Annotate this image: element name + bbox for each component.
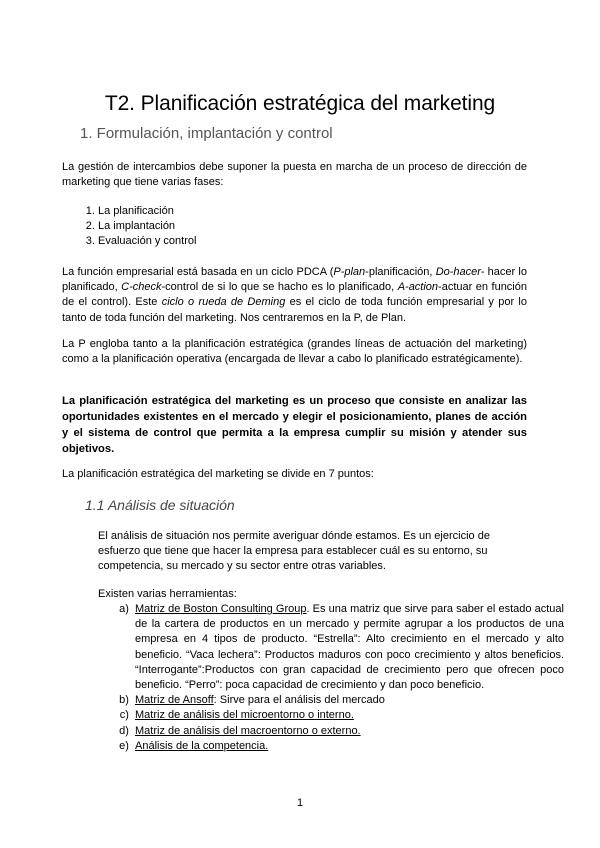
list-item: 3. Evaluación y control — [98, 234, 196, 249]
tools-intro: Existen varias herramientas: — [98, 588, 237, 600]
tools-list — [98, 602, 564, 754]
macroentorno-link[interactable]: Matriz de análisis del macroentorno o externo. — [135, 724, 361, 737]
bcg-matrix-link[interactable]: Matriz de Boston Consulting Group — [135, 603, 307, 615]
p-engloba-paragraph: La P engloba tanto a la planificación estratégica (grandes líneas de actuación del marketing) como a la planificación operativa (encargada de llevar a cabo lo planificado estratégicamente). — [62, 338, 527, 366]
ansoff-matrix-link[interactable]: Matriz de Ansoff — [135, 694, 214, 707]
phases-list — [62, 204, 196, 249]
pdca-paragraph: La función empresarial está basada en un ciclo PDCA (P-plan-planificación, Do-hacer- hacer lo planificado, C-check-control de si lo que se hacho es lo planificado, A-action-actuar en función de el control). Este ciclo o rueda de Deming es el ciclo de toda función empresarial y por lo tanto de toda función del marketing. Nos centraremos en la P, de Plan. — [62, 266, 527, 324]
section-heading-1-1: 1.1 Análisis de situación — [85, 497, 235, 513]
list-item — [135, 739, 564, 754]
list-item: a. Matriz de Boston Consulting Group. Es una matriz que sirve para saber el estado actual de la cartera de productos en un mercado y permite agrupar a los productos de una empresa en 4 tipos de producto. “Estrella”: Alto crecimiento en el mercado y alto beneficio. “Vaca lechera”: Productos maduros con poco crecimiento y altos beneficios. “Interrogante”:Productos con gran capacidad de crecimiento pero que ofrecen poco beneficio. “Perro”: poca capacidad de crecimiento y dan poco beneficio. — [135, 602, 564, 693]
document-title: T2. Planificación estratégica del marketing — [104, 92, 496, 115]
situacion-paragraph: El análisis de situación nos permite averiguar dónde estamos. Es un ejercicio de esfuerzo que tiene que hacer la empresa para establecer cuál es su entorno, su competencia, su mercado y su sector entre otras variables. — [98, 530, 490, 573]
page-number: 1 — [296, 797, 304, 809]
microentorno-link[interactable]: Matriz de análisis del microentorno o interno. — [135, 709, 354, 722]
list-item: 1. La planificación — [98, 204, 196, 219]
definition-paragraph: La planificación estratégica del marketing es un proceso que consiste en analizar las oportunidades existentes en el mercado y elegir el posicionamiento, planes de acción y el sistema de control que permita a la empresa cumplir su misión y atender sus objetivos. — [62, 395, 527, 455]
seven-points-paragraph: La planificación estratégica del marketing se divide en 7 puntos: — [62, 468, 374, 480]
list-item: 2. La implantación — [98, 219, 196, 234]
competencia-link[interactable]: Análisis de la competencia. — [135, 739, 269, 752]
list-item — [135, 724, 564, 739]
list-item — [135, 708, 564, 723]
intro-paragraph: La gestión de intercambios debe suponer la puesta en marcha de un proceso de dirección de marketing que tiene varias fases: — [62, 161, 527, 189]
list-item: b. Matriz de Ansoff: Sirve para el análisis del mercado — [135, 693, 564, 708]
section-heading-1: 1. Formulación, implantación y control — [80, 125, 333, 142]
